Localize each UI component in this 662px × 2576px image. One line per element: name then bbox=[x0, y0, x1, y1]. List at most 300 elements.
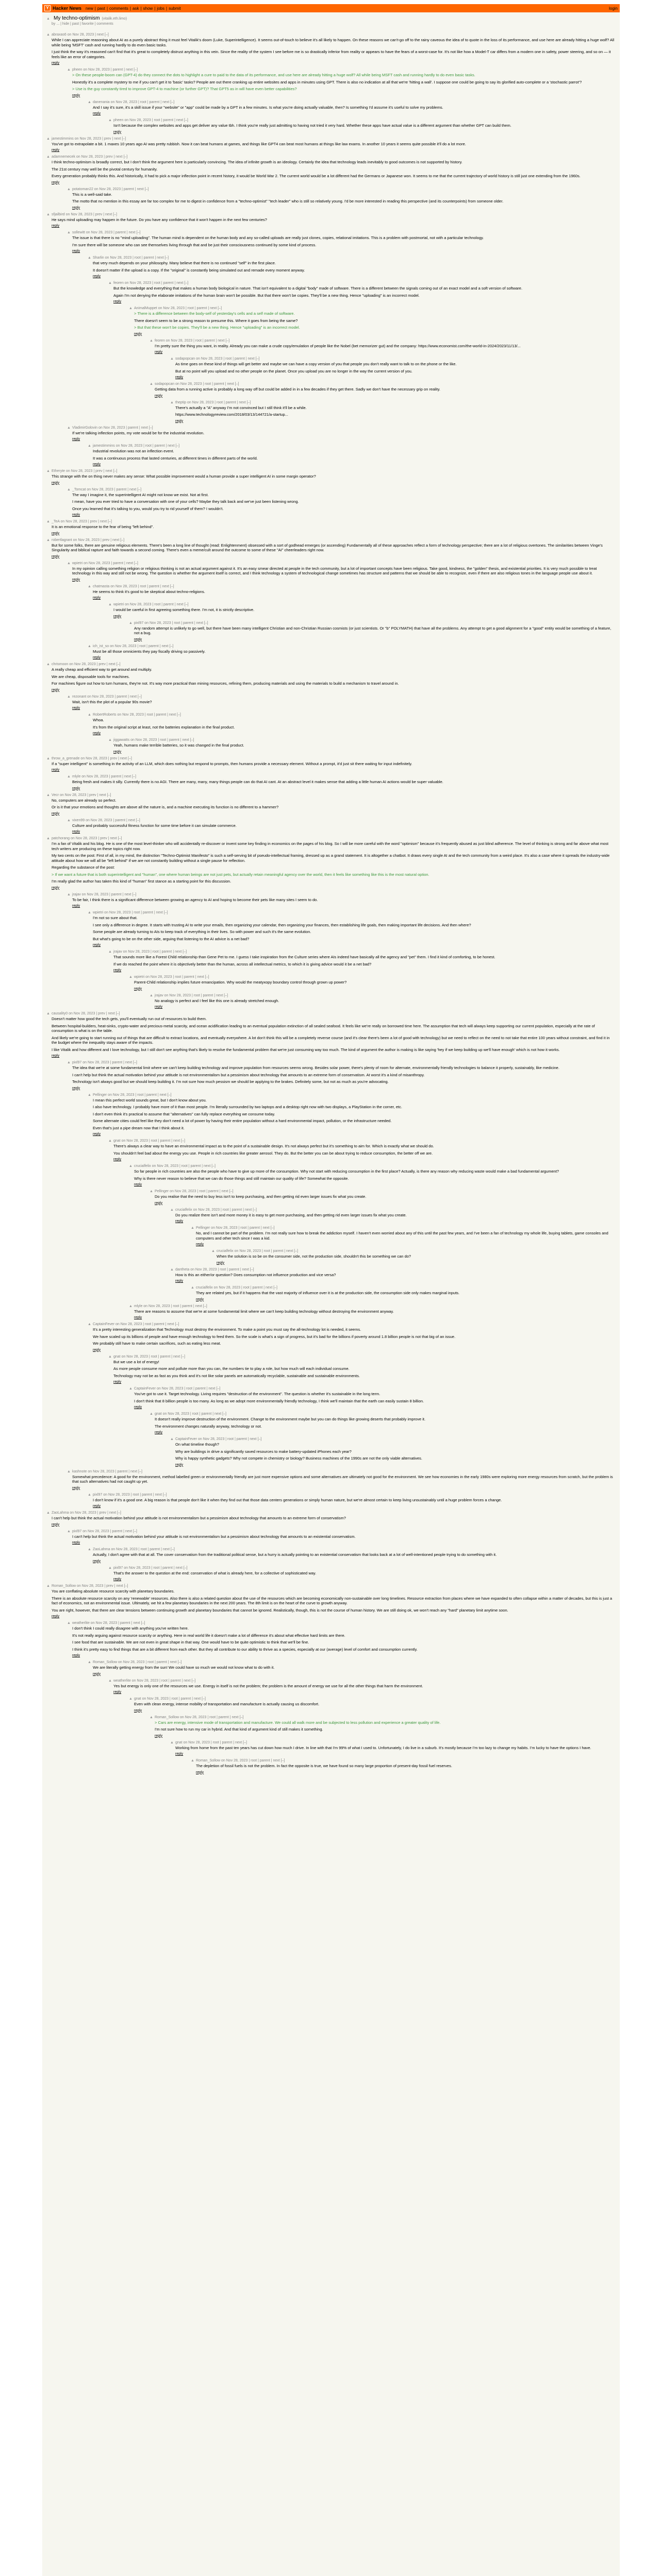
upvote-arrow-icon[interactable]: ▲ bbox=[67, 1529, 71, 1533]
reply-link[interactable]: reply bbox=[155, 350, 163, 354]
reply-link[interactable]: reply bbox=[52, 1522, 60, 1527]
comment-author-link[interactable]: theptip on Nov 28, 2023 bbox=[175, 400, 214, 404]
reply-link[interactable]: reply bbox=[93, 275, 101, 278]
comment-nav-links[interactable]: | parent | next [–] bbox=[115, 1469, 142, 1473]
comment-author-link[interactable]: mlyle on Nov 28, 2023 bbox=[134, 1304, 170, 1308]
upvote-arrow-icon[interactable]: ▲ bbox=[191, 1759, 194, 1762]
upvote-arrow-icon[interactable]: ▲ bbox=[108, 950, 112, 954]
reply-link[interactable]: reply bbox=[93, 1559, 101, 1563]
comment-author-link[interactable]: potatoman22 on Nov 28, 2023 bbox=[72, 187, 121, 191]
nav-link-new[interactable]: new bbox=[86, 6, 93, 11]
upvote-arrow-icon[interactable]: ▲ bbox=[46, 793, 50, 797]
reply-link[interactable]: reply bbox=[72, 786, 80, 790]
comment-nav-links[interactable]: | root | parent | next [–] bbox=[197, 1190, 234, 1193]
reply-link[interactable]: reply bbox=[72, 706, 80, 710]
comment-nav-links[interactable]: | root | parent | next [–] bbox=[214, 400, 251, 404]
upvote-arrow-icon[interactable]: ▲ bbox=[88, 1660, 91, 1664]
upvote-arrow-icon[interactable]: ▲ bbox=[108, 281, 112, 285]
reply-link[interactable]: reply bbox=[72, 1654, 80, 1657]
reply-link[interactable]: reply bbox=[52, 224, 60, 228]
comment-author-link[interactable]: Pellinger on Nov 28, 2023 bbox=[155, 1190, 196, 1193]
comment-author-link[interactable]: Roman_Sollow on Nov 28, 2023 bbox=[52, 1584, 104, 1588]
comment-nav-links[interactable]: | root | parent | next [–] bbox=[218, 1267, 254, 1272]
comment-author-link[interactable]: AnimalMuppet on Nov 28, 2023 bbox=[134, 307, 185, 310]
comment-nav-links[interactable]: | root | parent | next [–] bbox=[184, 1387, 221, 1391]
comment-author-link[interactable]: gnat on Nov 28, 2023 bbox=[175, 1740, 210, 1744]
comment-author-link[interactable]: sodapopcan on Nov 28, 2023 bbox=[175, 357, 223, 361]
comment-author-link[interactable]: wpietri on Nov 28, 2023 bbox=[72, 561, 110, 565]
reply-link[interactable]: reply bbox=[134, 987, 142, 991]
reply-link[interactable]: reply bbox=[155, 1734, 163, 1738]
reply-link[interactable]: reply bbox=[52, 811, 60, 816]
comment-nav-links[interactable]: | prev | next [–] bbox=[102, 137, 126, 141]
reply-link[interactable]: reply bbox=[72, 904, 80, 908]
comment-author-link[interactable]: _Tomcat on Nov 28, 2023 bbox=[72, 487, 113, 492]
reply-link[interactable]: reply bbox=[52, 481, 60, 485]
reply-link[interactable]: reply bbox=[175, 419, 184, 423]
upvote-arrow-icon[interactable]: ▲ bbox=[67, 694, 71, 699]
comment-nav-links[interactable]: | root | parent | next [–] bbox=[173, 975, 209, 979]
upvote-arrow-icon[interactable]: ▲ bbox=[88, 1093, 91, 1097]
comment-author-link[interactable]: feoren on Nov 28, 2023 bbox=[155, 338, 193, 343]
upvote-arrow-icon[interactable]: ▲ bbox=[88, 256, 91, 260]
comment-nav-links[interactable]: | root | parent | next [–] bbox=[179, 1164, 216, 1168]
comment-author-link[interactable]: weatherlite on Nov 28, 2023 bbox=[72, 1621, 118, 1625]
comment-nav-links[interactable]: | root | parent | next [–] bbox=[138, 100, 175, 104]
comment-author-link[interactable]: Roman_Sollow on Nov 28, 2023 bbox=[93, 1660, 145, 1664]
comment-author-link[interactable]: CaptainFever on Nov 28, 2023 bbox=[175, 1437, 225, 1441]
upvote-arrow-icon[interactable]: ▲ bbox=[46, 1012, 50, 1015]
comment-author-link[interactable]: ZaoLahma on Nov 28, 2023 bbox=[93, 1548, 138, 1551]
nav-link-ask[interactable]: ask bbox=[133, 6, 139, 11]
comment-nav-links[interactable]: | prev | next [–] bbox=[96, 663, 121, 666]
comment-nav-links[interactable]: | root | parent | next [–] bbox=[144, 713, 181, 717]
comment-nav-links[interactable]: | parent | next [–] bbox=[110, 68, 138, 72]
comment-nav-links[interactable]: | prev | next [–] bbox=[104, 1584, 128, 1588]
comment-nav-links[interactable]: | prev | next [–] bbox=[96, 1012, 120, 1015]
comment-nav-links[interactable]: | root | parent | next [–] bbox=[159, 1679, 196, 1683]
upvote-arrow-icon[interactable]: ▲ bbox=[46, 1511, 50, 1515]
nav-link-submit[interactable]: submit bbox=[169, 6, 181, 11]
reply-link[interactable]: reply bbox=[72, 578, 80, 582]
comment-nav-links[interactable]: | prev | next [–] bbox=[108, 756, 132, 760]
reply-link[interactable]: reply bbox=[93, 943, 101, 947]
upvote-arrow-icon[interactable]: ▲ bbox=[46, 1584, 50, 1588]
upvote-arrow-icon[interactable]: ▲ bbox=[67, 68, 71, 72]
comment-author-link[interactable]: Vecr on Nov 28, 2023 bbox=[52, 793, 87, 797]
upvote-arrow-icon[interactable]: ▲ bbox=[46, 212, 50, 216]
upvote-arrow-icon[interactable]: ▲ bbox=[170, 357, 174, 361]
reply-link[interactable]: reply bbox=[113, 1578, 122, 1581]
comment-author-link[interactable]: jrajav on Nov 28, 2023 bbox=[113, 950, 150, 954]
reply-link[interactable]: reply bbox=[93, 1672, 101, 1676]
comment-author-link[interactable]: adamnemecek on Nov 28, 2023 bbox=[52, 155, 103, 159]
comment-nav-links[interactable]: | root | parent | next [–] bbox=[131, 911, 168, 914]
reply-link[interactable]: reply bbox=[52, 1615, 60, 1618]
comment-nav-links[interactable]: | root | parent | next [–] bbox=[133, 256, 169, 260]
reply-link[interactable]: reply bbox=[155, 1201, 163, 1205]
hn-logo-icon[interactable]: Y bbox=[44, 5, 51, 11]
upvote-arrow-icon[interactable]: ▲ bbox=[150, 1412, 153, 1416]
upvote-arrow-icon[interactable]: ▲ bbox=[46, 469, 50, 473]
reply-link[interactable]: reply bbox=[113, 750, 122, 754]
comment-author-link[interactable]: CaptainFever on Nov 28, 2023 bbox=[93, 1323, 142, 1326]
comment-author-link[interactable]: throw_a_grenade on Nov 28, 2023 bbox=[52, 756, 107, 760]
comment-author-link[interactable]: RobertRoberts on Nov 28, 2023 bbox=[93, 713, 144, 717]
upvote-arrow-icon[interactable]: ▲ bbox=[170, 1208, 174, 1212]
reply-link[interactable]: reply bbox=[134, 1405, 142, 1409]
comment-nav-links[interactable]: | parent | next [–] bbox=[114, 487, 142, 492]
reply-link[interactable]: reply bbox=[175, 376, 184, 379]
comment-nav-links[interactable]: | parent | next [–] bbox=[113, 231, 141, 234]
upvote-arrow-icon[interactable]: ▲ bbox=[150, 382, 153, 386]
comment-nav-links[interactable]: | parent | next [–] bbox=[118, 1621, 145, 1625]
comment-nav-links[interactable]: | root | parent | next [–] bbox=[137, 644, 174, 648]
upvote-arrow-icon[interactable]: ▲ bbox=[129, 307, 133, 310]
comment-nav-links[interactable]: | next [–] bbox=[95, 33, 109, 37]
upvote-arrow-icon[interactable]: ▲ bbox=[108, 1139, 112, 1143]
reply-link[interactable]: reply bbox=[52, 688, 60, 692]
comment-author-link[interactable]: wpietri on Nov 28, 2023 bbox=[93, 911, 131, 914]
upvote-arrow-icon[interactable]: ▲ bbox=[88, 911, 91, 914]
reply-link[interactable]: reply bbox=[93, 1132, 101, 1136]
comment-author-link[interactable]: rezonant on Nov 28, 2023 bbox=[72, 694, 114, 699]
reply-link[interactable]: reply bbox=[113, 1690, 122, 1694]
upvote-arrow-icon[interactable]: ▲ bbox=[108, 1566, 112, 1570]
comment-nav-links[interactable]: | root | parent | next [–] bbox=[158, 738, 194, 742]
comment-nav-links[interactable]: | root | parent | next [–] bbox=[220, 1208, 257, 1212]
nav-link-jobs[interactable]: jobs bbox=[157, 6, 164, 11]
upvote-arrow-icon[interactable]: ▲ bbox=[88, 584, 91, 588]
upvote-arrow-icon[interactable]: ▲ bbox=[108, 603, 112, 606]
comment-author-link[interactable]: sollewitt on Nov 28, 2023 bbox=[72, 231, 113, 234]
comment-author-link[interactable]: chatmasta on Nov 28, 2023 bbox=[93, 584, 137, 588]
reply-link[interactable]: reply bbox=[52, 768, 60, 772]
comment-nav-links[interactable]: | parent | next [–] bbox=[114, 694, 142, 699]
comment-author-link[interactable]: abraxas6 on Nov 28, 2023 bbox=[52, 33, 94, 37]
comment-nav-links[interactable]: | root | parent | next [–] bbox=[143, 444, 180, 448]
reply-link[interactable]: reply bbox=[93, 1504, 101, 1508]
comment-nav-links[interactable]: | root | parent | next [–] bbox=[138, 584, 174, 588]
upvote-arrow-icon[interactable]: ▲ bbox=[67, 487, 71, 492]
comment-author-link[interactable]: pixl97 on Nov 28, 2023 bbox=[72, 1061, 109, 1064]
nav-link-past[interactable]: past bbox=[97, 6, 105, 11]
comment-author-link[interactable]: Roman_Sollow on Nov 28, 2023 bbox=[155, 1715, 207, 1719]
comment-nav-links[interactable]: | prev | next [–] bbox=[88, 520, 112, 523]
reply-link[interactable]: reply bbox=[52, 531, 60, 535]
reply-link[interactable]: reply bbox=[93, 656, 101, 659]
reply-link[interactable]: reply bbox=[113, 300, 122, 303]
comment-nav-links[interactable]: | root | parent | next [–] bbox=[151, 950, 187, 954]
reply-link[interactable]: reply bbox=[175, 1463, 184, 1467]
comment-author-link[interactable]: mlyle on Nov 28, 2023 bbox=[72, 775, 108, 778]
upvote-arrow-icon[interactable]: ▲ bbox=[129, 1164, 133, 1168]
upvote-arrow-icon[interactable]: ▲ bbox=[46, 137, 50, 141]
comment-nav-links[interactable]: | parent | next [–] bbox=[110, 1061, 137, 1064]
upvote-arrow-icon[interactable]: ▲ bbox=[129, 621, 133, 625]
upvote-arrow-icon[interactable]: ▲ bbox=[129, 975, 133, 979]
story-title-link[interactable]: My techno-optimism bbox=[54, 15, 100, 21]
comment-nav-links[interactable]: | root | parent | next [–] bbox=[152, 603, 189, 606]
comment-author-link[interactable]: _TeA on Nov 28, 2023 bbox=[52, 520, 87, 523]
comment-author-link[interactable]: pixl97 on Nov 28, 2023 bbox=[93, 1493, 130, 1497]
reply-link[interactable]: reply bbox=[72, 1486, 80, 1490]
comment-nav-links[interactable]: | parent | next [–] bbox=[122, 187, 149, 191]
comment-nav-links[interactable]: | root | parent | next [–] bbox=[261, 1249, 299, 1253]
comment-nav-links[interactable]: | root | parent | next [–] bbox=[169, 1697, 206, 1701]
comment-nav-links[interactable]: | root | parent | next [–] bbox=[193, 338, 230, 343]
upvote-arrow-icon[interactable]: ▲ bbox=[67, 775, 71, 778]
upvote-arrow-icon[interactable]: ▲ bbox=[88, 1493, 91, 1497]
nav-link-comments[interactable]: comments bbox=[109, 6, 128, 11]
upvote-arrow-icon[interactable]: ▲ bbox=[67, 1621, 71, 1625]
reply-link[interactable]: reply bbox=[72, 93, 80, 97]
comment-nav-links[interactable]: | prev | next [–] bbox=[87, 793, 111, 797]
upvote-arrow-icon[interactable]: ▲ bbox=[170, 1740, 174, 1744]
reply-link[interactable]: reply bbox=[93, 463, 101, 466]
upvote-arrow-icon[interactable]: ▲ bbox=[46, 756, 50, 760]
comment-author-link[interactable]: jamestimmins on Nov 28, 2023 bbox=[93, 444, 143, 448]
comment-author-link[interactable]: pixl97 on Nov 28, 2023 bbox=[113, 1566, 151, 1570]
comment-author-link[interactable]: crucialfelix on Nov 28, 2023 bbox=[175, 1208, 220, 1212]
comment-nav-links[interactable]: | parent | next [–] bbox=[126, 426, 153, 430]
reply-link[interactable]: reply bbox=[175, 1752, 184, 1756]
reply-link[interactable]: reply bbox=[93, 732, 101, 735]
login-link[interactable]: login bbox=[609, 6, 618, 11]
comment-nav-links[interactable]: | root | parent | next [–] bbox=[148, 1139, 185, 1143]
comment-author-link[interactable]: Sharlin on Nov 28, 2023 bbox=[93, 256, 132, 260]
reply-link[interactable]: reply bbox=[72, 830, 80, 834]
upvote-arrow-icon[interactable]: ▲ bbox=[191, 1286, 194, 1290]
reply-link[interactable]: reply bbox=[72, 206, 80, 210]
comment-nav-links[interactable]: | root | parent | next [–] bbox=[225, 1437, 262, 1441]
comment-author-link[interactable]: VladimirGolovin on Nov 28, 2023 bbox=[72, 426, 125, 430]
upvote-arrow-icon[interactable]: ▲ bbox=[46, 33, 50, 37]
comment-author-link[interactable]: ich_ist_so on Nov 28, 2023 bbox=[93, 644, 137, 648]
comment-author-link[interactable]: Pellinger on Nov 28, 2023 bbox=[196, 1226, 238, 1230]
comment-nav-links[interactable]: | parent | next [–] bbox=[109, 892, 137, 896]
comment-author-link[interactable]: gnat on Nov 28, 2023 bbox=[113, 1354, 148, 1359]
reply-link[interactable]: reply bbox=[155, 1431, 163, 1434]
reply-link[interactable]: reply bbox=[52, 148, 60, 152]
comment-nav-links[interactable]: | root | parent | next [–] bbox=[192, 993, 228, 997]
comment-nav-links[interactable]: | prev | next [–] bbox=[98, 837, 122, 840]
reply-link[interactable]: reply bbox=[134, 1316, 142, 1319]
comment-author-link[interactable]: vixen99 on Nov 28, 2023 bbox=[72, 818, 112, 822]
reply-link[interactable]: reply bbox=[93, 112, 101, 115]
comment-author-link[interactable]: robertlagrant on Nov 28, 2023 bbox=[52, 538, 100, 542]
reply-link[interactable]: reply bbox=[72, 513, 80, 517]
comment-author-link[interactable]: pheen on Nov 28, 2023 bbox=[72, 68, 110, 72]
comment-nav-links[interactable]: | root | parent | next [–] bbox=[138, 1548, 175, 1551]
reply-link[interactable]: reply bbox=[52, 180, 60, 184]
comment-nav-links[interactable]: | prev | next [–] bbox=[93, 469, 118, 473]
comment-author-link[interactable]: pixl97 on Nov 28, 2023 bbox=[72, 1529, 109, 1533]
comment-nav-links[interactable]: | root | parent | next [–] bbox=[130, 1493, 167, 1497]
upvote-arrow-icon[interactable]: ▲ bbox=[88, 644, 91, 648]
upvote-arrow-icon[interactable]: ▲ bbox=[108, 1354, 112, 1359]
reply-link[interactable]: reply bbox=[175, 1219, 184, 1223]
comment-author-link[interactable]: gnat on Nov 28, 2023 bbox=[134, 1697, 169, 1701]
reply-link[interactable]: reply bbox=[196, 1243, 204, 1246]
comment-nav-links[interactable]: | prev | next [–] bbox=[104, 155, 128, 159]
comment-author-link[interactable]: Etheryte on Nov 28, 2023 bbox=[52, 469, 93, 473]
comment-nav-links[interactable]: | parent | next [–] bbox=[111, 561, 138, 565]
comment-nav-links[interactable]: | root | parent | next [–] bbox=[151, 1566, 188, 1570]
comment-author-link[interactable]: gnat on Nov 28, 2023 bbox=[113, 1139, 148, 1143]
reply-link[interactable]: reply bbox=[155, 394, 163, 398]
comment-author-link[interactable]: crucialfelix on Nov 28, 2023 bbox=[217, 1249, 261, 1253]
upvote-arrow-icon[interactable]: ▲ bbox=[211, 1249, 215, 1253]
reply-link[interactable]: reply bbox=[196, 1297, 204, 1301]
comment-nav-links[interactable]: | parent | next [–] bbox=[113, 818, 140, 822]
reply-link[interactable]: reply bbox=[134, 1708, 142, 1713]
upvote-arrow-icon[interactable]: ▲ bbox=[150, 993, 153, 997]
upvote-arrow-icon[interactable]: ▲ bbox=[67, 426, 71, 430]
reply-link[interactable]: reply bbox=[134, 332, 142, 336]
comment-nav-links[interactable]: | root | parent | next [–] bbox=[241, 1286, 278, 1290]
reply-link[interactable]: reply bbox=[134, 1183, 142, 1187]
reply-link[interactable]: reply bbox=[134, 637, 142, 641]
comment-author-link[interactable]: crucialfelix on Nov 28, 2023 bbox=[196, 1286, 240, 1290]
upvote-arrow-icon[interactable]: ▲ bbox=[46, 155, 50, 159]
upvote-arrow-icon[interactable]: ▲ bbox=[170, 1267, 174, 1272]
comment-nav-links[interactable]: | root | parent | next [–] bbox=[190, 1412, 226, 1416]
comment-nav-links[interactable]: | root | parent | next [–] bbox=[152, 281, 189, 285]
comment-author-link[interactable]: sfjailbird on Nov 28, 2023 bbox=[52, 212, 92, 216]
reply-link[interactable]: reply bbox=[72, 1086, 80, 1090]
upvote-arrow-icon[interactable]: ▲ bbox=[191, 1226, 194, 1230]
upvote-arrow-icon[interactable]: ▲ bbox=[88, 713, 91, 717]
upvote-arrow-icon[interactable]: ▲ bbox=[108, 738, 112, 742]
upvote-arrow-icon[interactable]: ▲ bbox=[67, 892, 71, 896]
story-domain[interactable]: (vitalik.eth.limo) bbox=[102, 17, 127, 21]
upvote-arrow-icon[interactable]: ▲ bbox=[46, 538, 50, 542]
comment-nav-links[interactable]: | root | parent | next [–] bbox=[148, 1354, 185, 1359]
upvote-arrow-icon[interactable]: ▲ bbox=[170, 400, 174, 404]
upvote-arrow-icon[interactable]: ▲ bbox=[150, 1715, 153, 1719]
reply-link[interactable]: reply bbox=[113, 614, 122, 618]
comment-author-link[interactable]: feoren on Nov 28, 2023 bbox=[113, 281, 152, 285]
comment-author-link[interactable]: crucialfelix on Nov 28, 2023 bbox=[134, 1164, 178, 1168]
upvote-arrow-icon[interactable]: ▲ bbox=[88, 444, 91, 448]
reply-link[interactable]: reply bbox=[52, 554, 60, 558]
upvote-arrow-icon[interactable]: ▲ bbox=[129, 1387, 133, 1391]
comment-nav-links[interactable]: | root | parent | next [–] bbox=[186, 307, 222, 310]
upvote-arrow-icon[interactable]: ▲ bbox=[88, 1323, 91, 1326]
comment-author-link[interactable]: danenania on Nov 28, 2023 bbox=[93, 100, 138, 104]
upvote-arrow-icon[interactable]: ▲ bbox=[170, 1437, 174, 1441]
upvote-arrow-icon[interactable]: ▲ bbox=[67, 818, 71, 822]
comment-nav-links[interactable]: | root | parent | next [–] bbox=[210, 1740, 247, 1744]
upvote-arrow-icon[interactable]: ▲ bbox=[67, 1061, 71, 1064]
upvote-arrow-icon[interactable]: ▲ bbox=[67, 1469, 71, 1473]
upvote-arrow-icon[interactable]: ▲ bbox=[46, 17, 50, 21]
comment-author-link[interactable]: jamestimmins on Nov 28, 2023 bbox=[52, 137, 102, 141]
reply-link[interactable]: reply bbox=[93, 1348, 101, 1352]
comment-nav-links[interactable]: | root | parent | next [–] bbox=[135, 1093, 172, 1097]
comment-author-link[interactable]: pixl97 on Nov 28, 2023 bbox=[134, 621, 171, 625]
comment-author-link[interactable]: Pellinger on Nov 28, 2023 bbox=[93, 1093, 135, 1097]
reply-link[interactable]: reply bbox=[113, 130, 122, 134]
comment-author-link[interactable]: sodapopcan on Nov 28, 2023 bbox=[155, 382, 202, 386]
reply-link[interactable]: reply bbox=[113, 1158, 122, 1161]
comment-nav-links[interactable]: | root | parent | next [–] bbox=[223, 357, 260, 361]
reply-link[interactable]: reply bbox=[93, 596, 101, 600]
reply-link[interactable]: reply bbox=[113, 969, 122, 972]
comment-author-link[interactable]: kashnote on Nov 28, 2023 bbox=[72, 1469, 114, 1473]
upvote-arrow-icon[interactable]: ▲ bbox=[67, 187, 71, 191]
comment-author-link[interactable]: gnat on Nov 28, 2023 bbox=[155, 1412, 189, 1416]
upvote-arrow-icon[interactable]: ▲ bbox=[88, 1548, 91, 1551]
upvote-arrow-icon[interactable]: ▲ bbox=[46, 663, 50, 666]
reply-link[interactable]: reply bbox=[52, 61, 60, 65]
comment-author-link[interactable]: jrajav on Nov 28, 2023 bbox=[155, 993, 191, 997]
upvote-arrow-icon[interactable]: ▲ bbox=[108, 1679, 112, 1683]
comment-author-link[interactable]: patchorang on Nov 28, 2023 bbox=[52, 837, 97, 840]
comment-author-link[interactable]: wpietri on Nov 28, 2023 bbox=[134, 975, 172, 979]
reply-link[interactable]: reply bbox=[72, 249, 80, 253]
comment-nav-links[interactable]: | prev | next [–] bbox=[97, 1511, 121, 1515]
site-name-link[interactable]: Hacker News bbox=[53, 6, 82, 11]
upvote-arrow-icon[interactable]: ▲ bbox=[150, 338, 153, 343]
comment-author-link[interactable]: CaptainFever on Nov 28, 2023 bbox=[134, 1387, 184, 1391]
reply-link[interactable]: reply bbox=[72, 437, 80, 441]
comment-author-link[interactable]: Roman_Sollow on Nov 28, 2023 bbox=[196, 1759, 248, 1762]
comment-author-link[interactable]: jiggawatts on Nov 28, 2023 bbox=[113, 738, 157, 742]
comment-author-link[interactable]: causality0 on Nov 28, 2023 bbox=[52, 1012, 95, 1015]
comment-author-link[interactable]: weatherlite on Nov 28, 2023 bbox=[113, 1679, 159, 1683]
reply-link[interactable]: reply bbox=[155, 1005, 163, 1009]
reply-link[interactable]: reply bbox=[217, 1261, 225, 1265]
comment-author-link[interactable]: chrismoon on Nov 28, 2023 bbox=[52, 663, 96, 666]
comment-nav-links[interactable]: | root | parent | next [–] bbox=[145, 1660, 182, 1664]
comment-author-link[interactable]: wpietri on Nov 28, 2023 bbox=[113, 603, 152, 606]
reply-link[interactable]: reply bbox=[52, 886, 60, 890]
comment-nav-links[interactable]: | root | parent | next [–] bbox=[249, 1759, 285, 1762]
comment-author-link[interactable]: jrajav on Nov 28, 2023 bbox=[72, 892, 109, 896]
upvote-arrow-icon[interactable]: ▲ bbox=[67, 231, 71, 234]
comment-nav-links[interactable]: | prev | next [–] bbox=[100, 538, 125, 542]
upvote-arrow-icon[interactable]: ▲ bbox=[88, 100, 91, 104]
comment-nav-links[interactable]: | root | parent | next [–] bbox=[203, 382, 239, 386]
reply-link[interactable]: reply bbox=[113, 1380, 122, 1384]
comment-nav-links[interactable]: | root | parent | next [–] bbox=[171, 1304, 207, 1308]
comment-nav-links[interactable]: | parent | next [–] bbox=[109, 775, 136, 778]
comment-nav-links[interactable]: | root | parent | next [–] bbox=[152, 118, 188, 122]
upvote-arrow-icon[interactable]: ▲ bbox=[46, 520, 50, 523]
nav-link-show[interactable]: show bbox=[143, 6, 153, 11]
comment-nav-links[interactable]: | parent | next [–] bbox=[110, 1529, 137, 1533]
reply-link[interactable]: reply bbox=[72, 1541, 80, 1545]
comment-author-link[interactable]: ZaoLahma on Nov 28, 2023 bbox=[52, 1511, 96, 1515]
upvote-arrow-icon[interactable]: ▲ bbox=[67, 561, 71, 565]
comment-author-link[interactable]: dantheta on Nov 28, 2023 bbox=[175, 1267, 217, 1272]
reply-link[interactable]: reply bbox=[52, 1054, 60, 1058]
reply-link[interactable]: reply bbox=[175, 1279, 184, 1283]
upvote-arrow-icon[interactable]: ▲ bbox=[129, 1304, 133, 1308]
upvote-arrow-icon[interactable]: ▲ bbox=[46, 837, 50, 840]
comment-nav-links[interactable]: | root | parent | next [–] bbox=[207, 1715, 244, 1719]
upvote-arrow-icon[interactable]: ▲ bbox=[108, 118, 112, 122]
reply-link[interactable]: reply bbox=[196, 1770, 204, 1774]
comment-nav-links[interactable]: | root | parent | next [–] bbox=[143, 1323, 179, 1326]
comment-nav-links[interactable]: | prev | next [–] bbox=[93, 212, 117, 216]
upvote-arrow-icon[interactable]: ▲ bbox=[150, 1190, 153, 1193]
comment-nav-links[interactable]: | root | parent | next [–] bbox=[238, 1226, 275, 1230]
comment-nav-links[interactable]: | root | parent | next [–] bbox=[172, 621, 208, 625]
upvote-arrow-icon[interactable]: ▲ bbox=[129, 1697, 133, 1701]
